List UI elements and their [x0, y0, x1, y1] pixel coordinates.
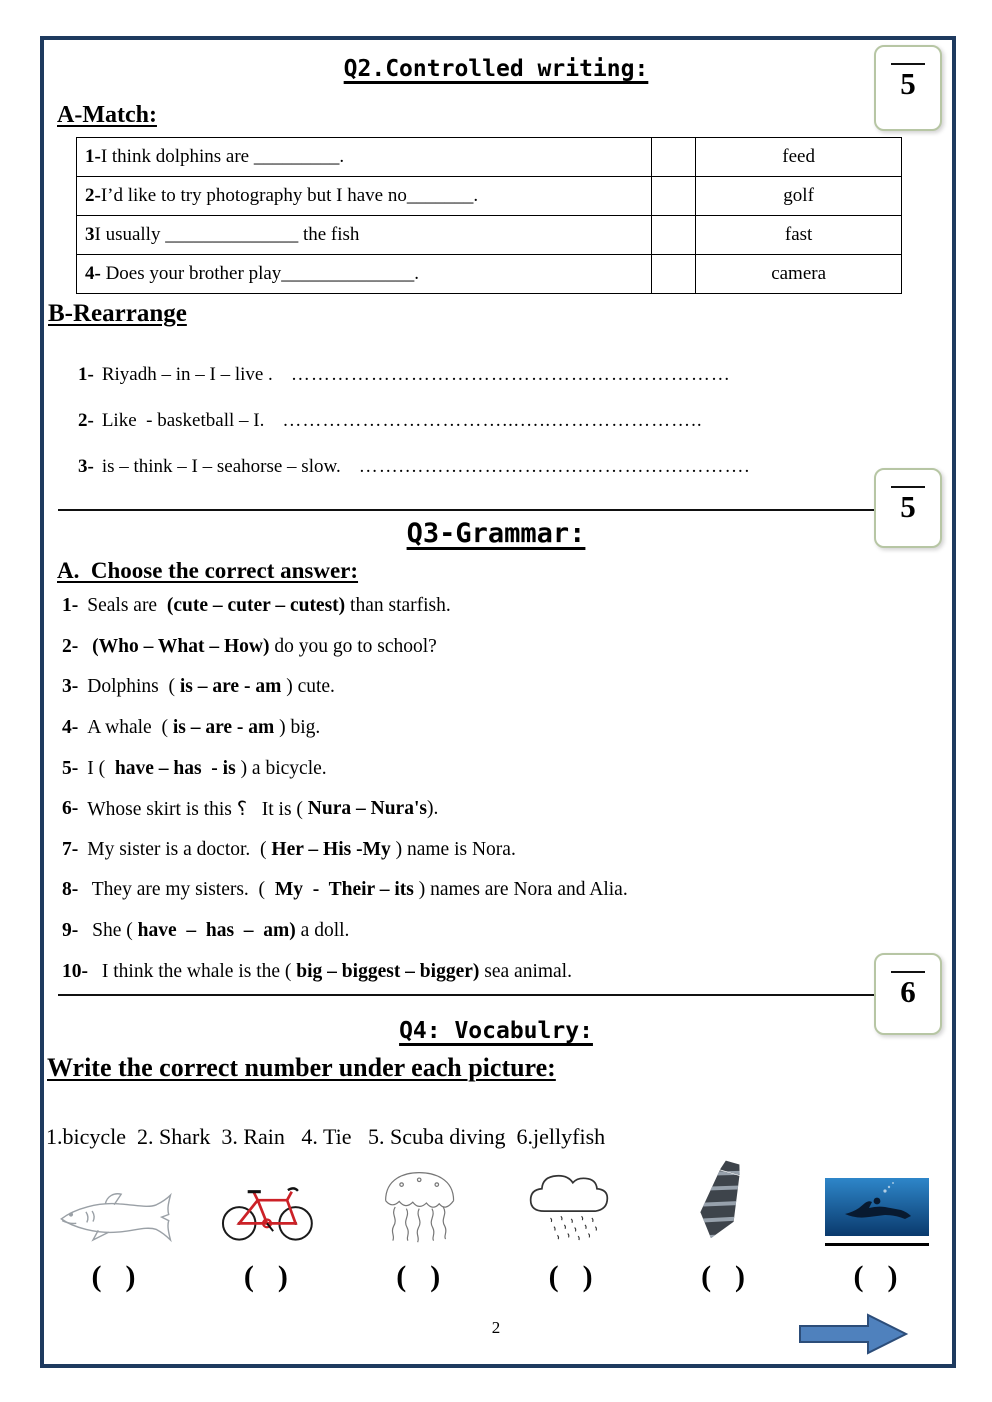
answer-blank-cell[interactable]	[652, 255, 696, 294]
answer-brackets[interactable]: ( )	[243, 1260, 291, 1293]
item-number: 2-	[62, 635, 79, 657]
item-text: I think the whale is the (	[97, 960, 297, 982]
question-text: I usually ______________ the fish	[94, 224, 360, 245]
match-row	[77, 138, 902, 177]
q2-score-value: 5	[900, 66, 916, 101]
item-text: ) a bicycle.	[235, 757, 327, 779]
item-text: is – think – I – seahorse – slow.	[101, 456, 341, 477]
answer-brackets[interactable]: ( )	[701, 1260, 749, 1293]
rearrange-heading: B-Rearrange	[48, 300, 187, 327]
q3-score-value: 5	[900, 489, 916, 524]
question-cell	[77, 138, 652, 177]
item-number: 7-	[62, 838, 79, 860]
item-text: She (	[87, 920, 138, 942]
picture-cell-jellyfish	[355, 1168, 485, 1294]
answer-blank-cell[interactable]	[652, 216, 696, 255]
choices: have – has – am)	[137, 920, 296, 942]
answer-brackets[interactable]: ( )	[91, 1260, 139, 1293]
picture-row	[50, 1158, 942, 1294]
rearrange-list	[78, 352, 910, 490]
item-text: than starfish.	[345, 595, 451, 617]
picture-cell-bicycle	[202, 1176, 332, 1294]
answer-brackets[interactable]: ( )	[396, 1260, 444, 1293]
item-text: ) name is Nora.	[390, 838, 516, 860]
item-text: ) big.	[274, 717, 321, 739]
item-number: 1-	[78, 364, 94, 385]
item-text: ) cute.	[281, 676, 335, 698]
answer-line[interactable]: …….…………………………………………….	[358, 456, 751, 477]
choices: Nura – Nura's	[307, 798, 427, 820]
picture-cell-shark	[50, 1190, 180, 1294]
answer-brackets[interactable]: ( )	[853, 1260, 901, 1293]
scuba-photo-frame	[825, 1178, 929, 1246]
question-cell	[77, 177, 652, 216]
question-text: I’d like to try photography but I have no_______.	[100, 185, 479, 206]
match-row	[77, 255, 902, 294]
grammar-item	[62, 627, 912, 668]
answer-blank-cell[interactable]	[652, 177, 696, 216]
rearrange-item	[78, 398, 910, 444]
choices: big – biggest – bigger)	[296, 960, 480, 982]
vocabulary-heading: Write the correct number under each picture:	[47, 1053, 556, 1082]
rain-image	[516, 1166, 628, 1246]
match-row	[77, 177, 902, 216]
grammar-item	[62, 586, 912, 627]
q4-title: Q4: Vocabulry:	[399, 1018, 593, 1044]
q2-title: Q2.Controlled writing:	[343, 56, 649, 82]
item-number: 2-	[78, 410, 94, 431]
match-word-cell	[696, 216, 902, 255]
match-heading: A-Match:	[57, 102, 157, 128]
score-line	[891, 486, 925, 488]
item-number: 6-	[62, 798, 79, 820]
grammar-item	[62, 748, 912, 789]
item-text: Dolphins (	[87, 676, 180, 698]
q3-score-box	[874, 468, 942, 548]
q3-title: Q3-Grammar:	[406, 518, 586, 549]
question-number: 1-	[85, 146, 101, 167]
item-number: 1-	[62, 595, 79, 617]
match-row	[77, 216, 902, 255]
q4-score-value: 6	[900, 974, 916, 1009]
item-number: 4-	[62, 717, 79, 739]
page-number: 2	[491, 1318, 501, 1337]
item-text: I (	[87, 757, 115, 779]
question-text: I think dolphins are _________.	[100, 146, 345, 167]
grammar-item	[62, 789, 912, 830]
grammar-list	[62, 586, 912, 992]
answer-blank-cell[interactable]	[652, 138, 696, 177]
item-text: Like - basketball – I.	[101, 410, 265, 431]
item-text: Whose skirt is this ؟ It is (	[87, 799, 308, 821]
q3-title-row	[0, 518, 992, 549]
item-number: 9-	[62, 920, 79, 942]
choices: is – are - am	[172, 717, 275, 739]
match-table	[76, 137, 902, 294]
item-text: Riyadh – in – I – live .	[101, 364, 273, 385]
question-cell	[77, 216, 652, 255]
item-text: a doll.	[295, 920, 350, 942]
item-number: 10-	[62, 960, 88, 982]
jellyfish-image	[376, 1168, 464, 1246]
picture-cell-rain	[507, 1166, 637, 1294]
match-word: feed	[782, 146, 815, 167]
score-line	[891, 971, 925, 973]
choices: is – are - am	[179, 676, 282, 698]
q4-title-row	[0, 1018, 992, 1044]
answer-line[interactable]: …………………………………………………………	[290, 364, 731, 385]
q2-score-box	[874, 45, 942, 131]
picture-cell-scuba	[812, 1178, 942, 1294]
question-number: 3	[85, 224, 95, 245]
picture-cell-tie	[660, 1158, 790, 1294]
match-word-cell	[696, 177, 902, 216]
item-text: My sister is a doctor. (	[87, 838, 272, 860]
grammar-item	[62, 911, 912, 952]
answer-line[interactable]: ……………………………...…..…………………..	[282, 410, 703, 431]
vocabulary-word-list: 1.bicycle 2. Shark 3. Rain 4. Tie 5. Scuba diving 6.jellyfish	[46, 1124, 606, 1149]
choices: have – has - is	[114, 757, 236, 779]
item-number: 3-	[78, 456, 94, 477]
answer-brackets[interactable]: ( )	[548, 1260, 596, 1293]
rearrange-item	[78, 352, 910, 398]
score-line	[891, 63, 925, 65]
item-number: 3-	[62, 676, 79, 698]
grammar-item	[62, 830, 912, 871]
rearrange-item	[78, 444, 910, 490]
choices: (Who – What – How)	[92, 635, 270, 657]
section-divider	[58, 509, 934, 511]
tie-image	[691, 1158, 759, 1246]
item-number: 5-	[62, 757, 79, 779]
grammar-item	[62, 667, 912, 708]
item-text: They are my sisters. (	[87, 879, 275, 901]
item-text: do you go to school?	[269, 635, 437, 657]
next-page-arrow-icon[interactable]	[798, 1312, 910, 1356]
item-text: sea animal.	[479, 960, 572, 982]
choices: (cute – cuter – cutest)	[166, 595, 346, 617]
match-word-cell	[696, 138, 902, 177]
match-word: fast	[784, 224, 813, 245]
section-divider	[58, 994, 934, 996]
shark-image	[56, 1190, 174, 1246]
bicycle-image	[216, 1176, 318, 1246]
match-word: golf	[783, 185, 814, 206]
item-text: A whale (	[87, 717, 173, 739]
grammar-item	[62, 870, 912, 911]
q4-score-box	[874, 953, 942, 1035]
grammar-item	[62, 951, 912, 992]
scuba-diving-image	[825, 1178, 929, 1236]
match-word: camera	[771, 263, 827, 284]
item-text: ) names are Nora and Alia.	[413, 879, 628, 901]
choices: Her – His -My	[271, 838, 391, 860]
question-text: Does your brother play______________.	[100, 263, 420, 284]
match-word-cell	[696, 255, 902, 294]
grammar-heading: A. Choose the correct answer:	[57, 558, 359, 583]
item-number: 8-	[62, 879, 79, 901]
question-number: 4-	[85, 263, 101, 284]
choices: My - Their – its	[274, 879, 414, 901]
question-number: 2-	[85, 185, 101, 206]
item-text: ).	[426, 798, 439, 820]
item-text: Seals are	[87, 595, 167, 617]
q2-title-row	[0, 56, 992, 82]
question-cell	[77, 255, 652, 294]
grammar-item	[62, 708, 912, 749]
